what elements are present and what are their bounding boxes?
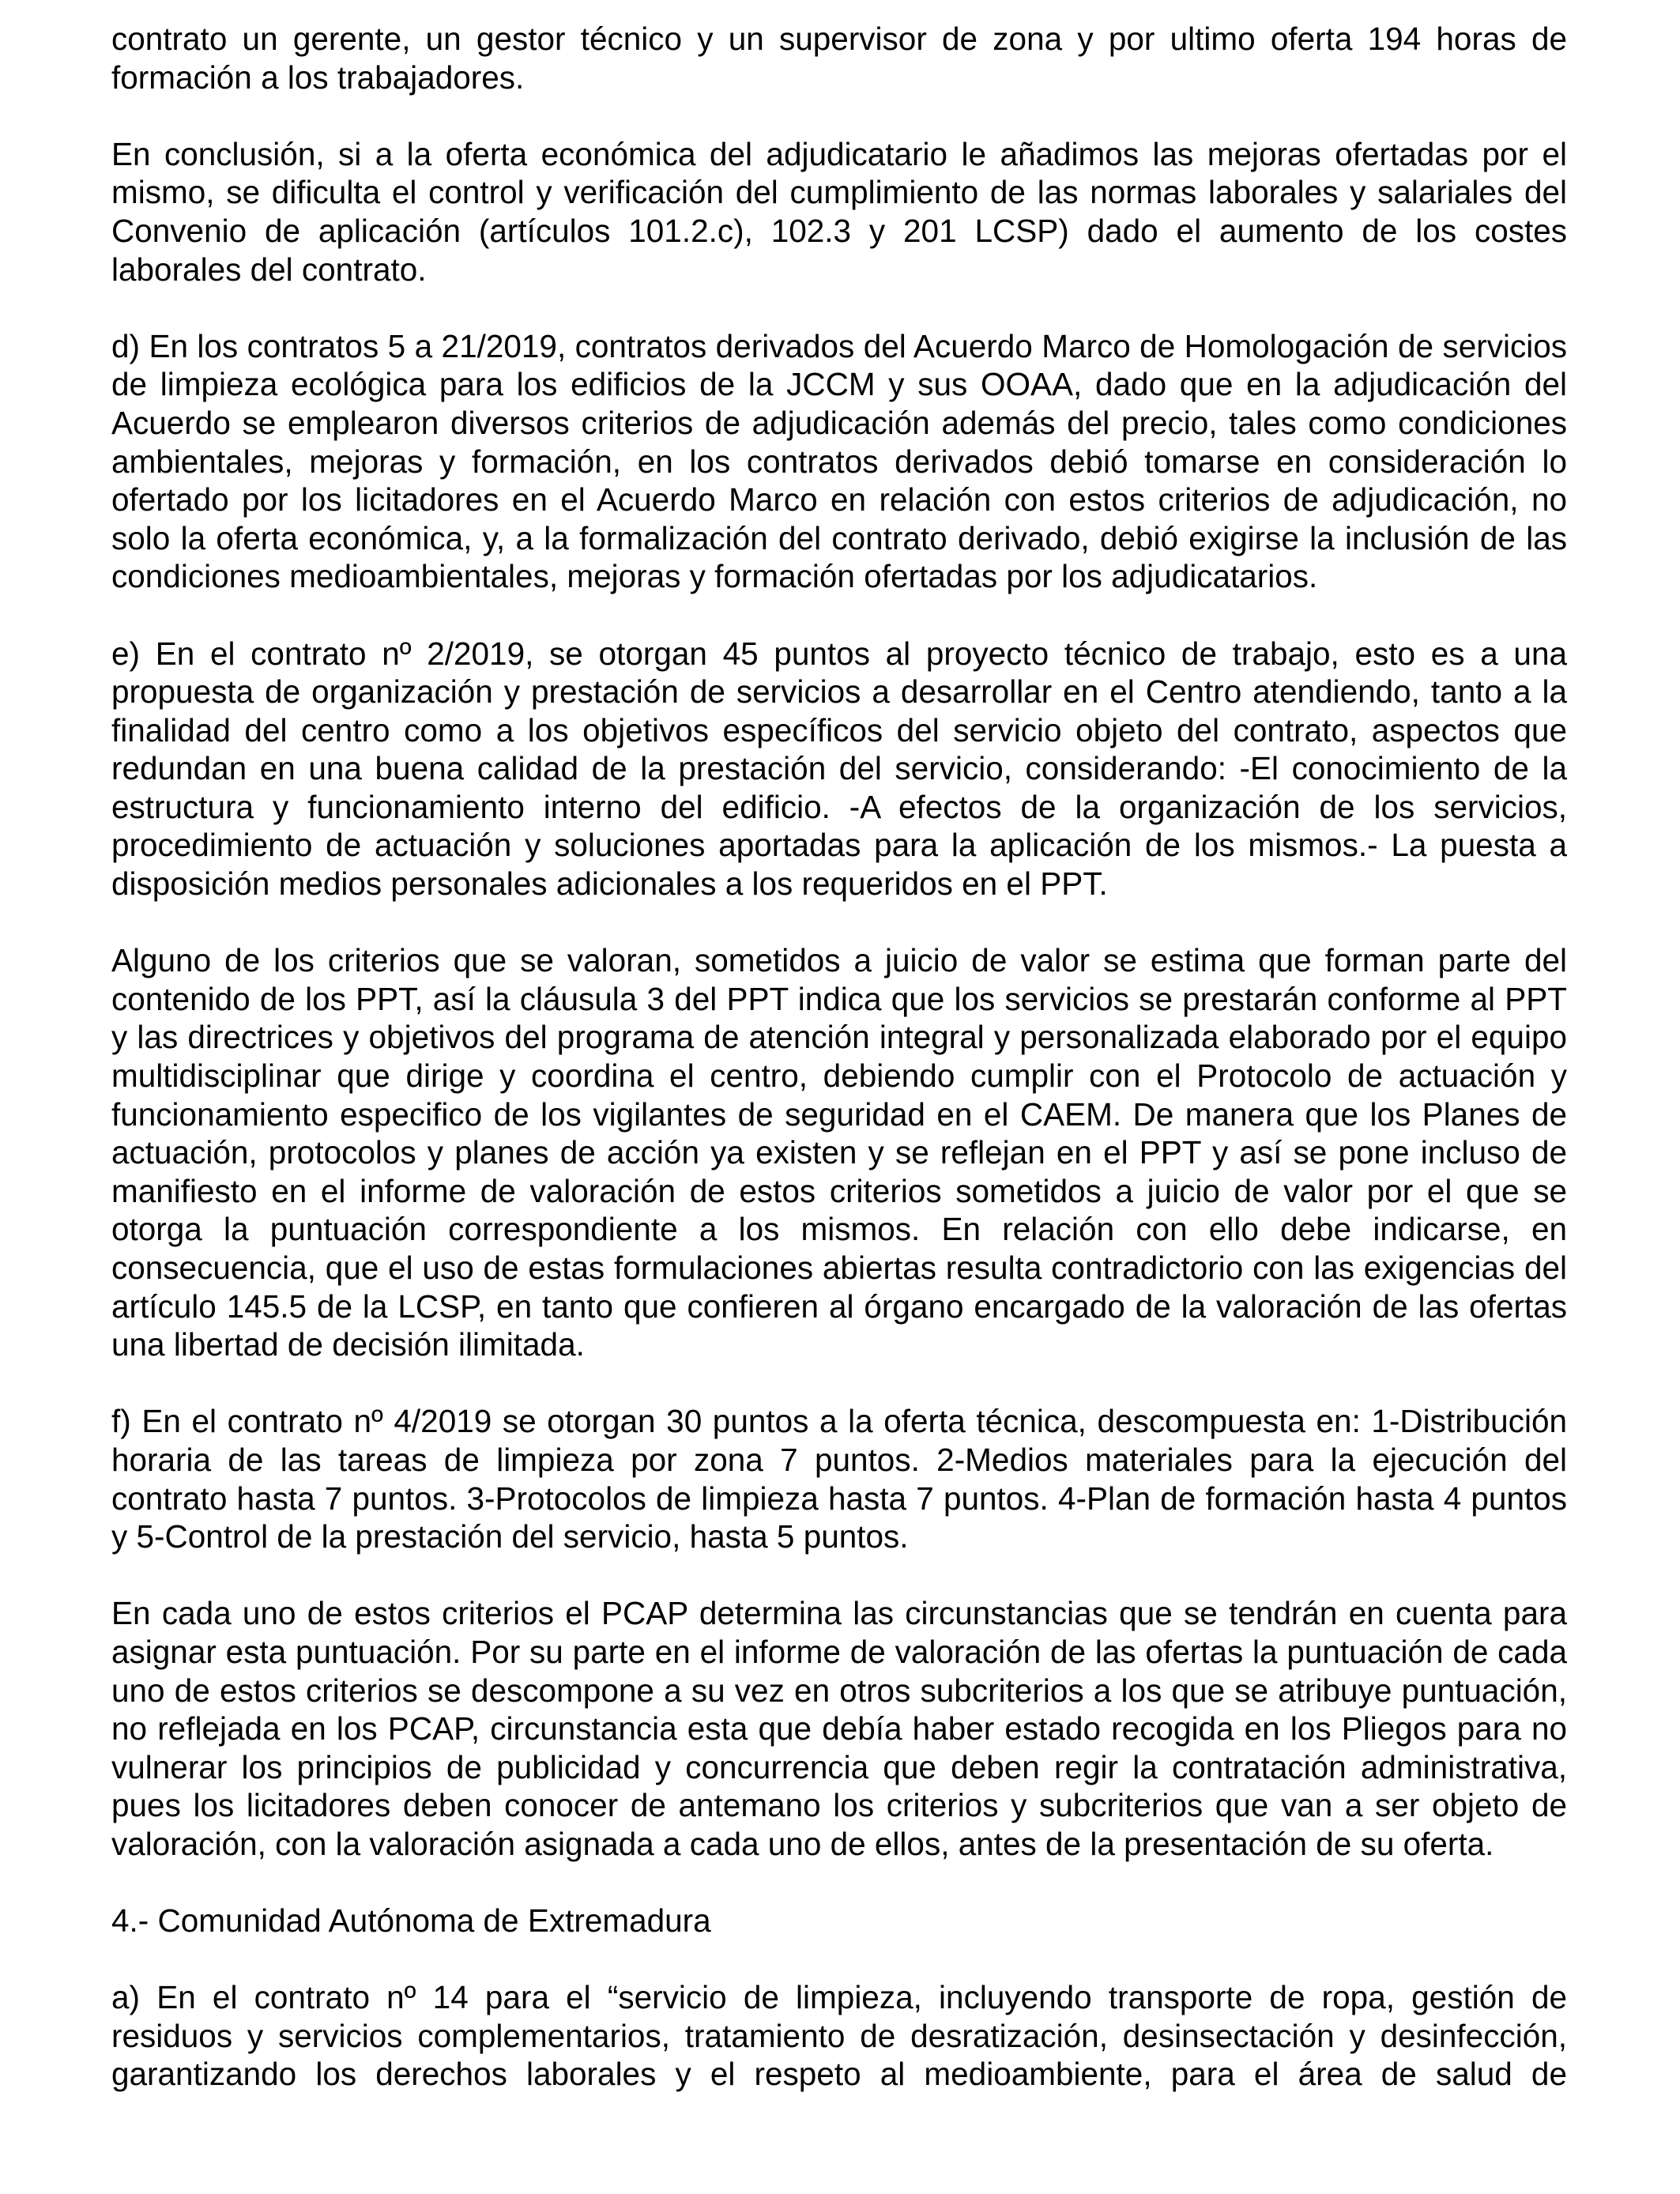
paragraph-contract-staff: contrato un gerente, un gestor técnico y un supervisor de zona y por ultimo oferta 194 horas de formación a los trabajadores.	[111, 21, 1567, 96]
paragraph-criteria: Alguno de los criterios que se valoran, sometidos a juicio de valor se estima que forman parte del contenido de los PPT, así la cláusula 3 del PPT indica que los servicios se prestarán conforme al PPT y las directrices y objetivos del programa de atención integral y personalizada elaborado por el equipo multidisciplinar que dirige y coordina el centro, debiendo cumplir con el Protocolo de actuación y funcionamiento especifico de los vigilantes de seguridad en el CAEM. De manera que los Planes de actuación, protocolos y planes de acción ya existen y se reflejan en el PPT y así se pone incluso de manifiesto en el informe de valoración de estos criterios sometidos a juicio de valor por el que se otorga la puntuación correspondiente a los mismos. En relación con ello debe indicarse, en consecuencia, que el uso de estas formulaciones abiertas resulta contradictorio con las exigencias del artículo 145.5 de la LCSP, en tanto que confieren al órgano encargado de la valoración de las ofertas una libertad de decisión ilimitada.	[111, 942, 1567, 1363]
paragraph-e: e) En el contrato nº 2/2019, se otorgan 45 puntos al proyecto técnico de trabajo, esto es a una propuesta de organización y prestación de servicios a desarrollar en el Centro atendiendo, tanto a la finalidad del centro como a los objetivos específicos del servicio objeto del contrato, aspectos que redundan en una buena calidad de la prestación del servicio, considerando: -El conocimiento de la estructura y funcionamiento interno del edificio. -A efectos de la organización de los servicios, procedimiento de actuación y soluciones aportadas para la aplicación de los mismos.- La puesta a disposición medios personales adicionales a los requeridos en el PPT.	[111, 635, 1567, 903]
paragraph-conclusion: En conclusión, si a la oferta económica del adjudicatario le añadimos las mejoras ofertadas por el mismo, se dificulta el control y verificación del cumplimiento de las normas laborales y salariales del Convenio de aplicación (artículos 101.2.c), 102.3 y 201 LCSP) dado el aumento de los costes laborales del contrato.	[111, 135, 1567, 288]
paragraph-extremadura-a: a) En el contrato nº 14 para el “servicio de limpieza, incluyendo transporte de ropa, gestión de residuos y servicios complementarios, tratamiento de desratización, desinsectación y desinfección, garantizando los derechos laborales y el respeto al medioambiente, para el área de salud de	[111, 1979, 1567, 2093]
paragraph-f: f) En el contrato nº 4/2019 se otorgan 30 puntos a la oferta técnica, descompuesta en: 1-Distribución horaria de las tareas de limpieza por zona 7 puntos. 2-Medios materiales para la ejecución del contrato hasta 7 puntos. 3-Protocolos de limpieza hasta 7 puntos. 4-Plan de formación hasta 4 puntos y 5-Control de la prestación del servicio, hasta 5 puntos.	[111, 1403, 1567, 1555]
paragraph-d: d) En los contratos 5 a 21/2019, contratos derivados del Acuerdo Marco de Homologación de servicios de limpieza ecológica para los edificios de la JCCM y sus OOAA, dado que en la adjudicación del Acuerdo se emplearon diversos criterios de adjudicación además del precio, tales como condiciones ambientales, mejoras y formación, en los contratos derivados debió tomarse en consideración lo ofertado por los licitadores en el Acuerdo Marco en relación con estos criterios de adjudicación, no solo la oferta económica, y, a la formalización del contrato derivado, debió exigirse la inclusión de las condiciones medioambientales, mejoras y formación ofertadas por los adjudicatarios.	[111, 327, 1567, 595]
document-page	[111, 0, 1567, 2132]
paragraph-pcap: En cada uno de estos criterios el PCAP determina las circunstancias que se tendrán en cuenta para asignar esta puntuación. Por su parte en el informe de valoración de las ofertas la puntuación de cada uno de estos criterios se descompone a su vez en otros subcriterios a los que se atribuye puntuación, no reflejada en los PCAP, circunstancia esta que debía haber estado recogida en los Pliegos para no vulnerar los principios de publicidad y concurrencia que deben regir la contratación administrativa, pues los licitadores deben conocer de antemano los criterios y subcriterios que van a ser objeto de valoración, con la valoración asignada a cada uno de ellos, antes de la presentación de su oferta.	[111, 1595, 1567, 1862]
section-heading: 4.- Comunidad Autónoma de Extremadura	[111, 1902, 711, 1940]
